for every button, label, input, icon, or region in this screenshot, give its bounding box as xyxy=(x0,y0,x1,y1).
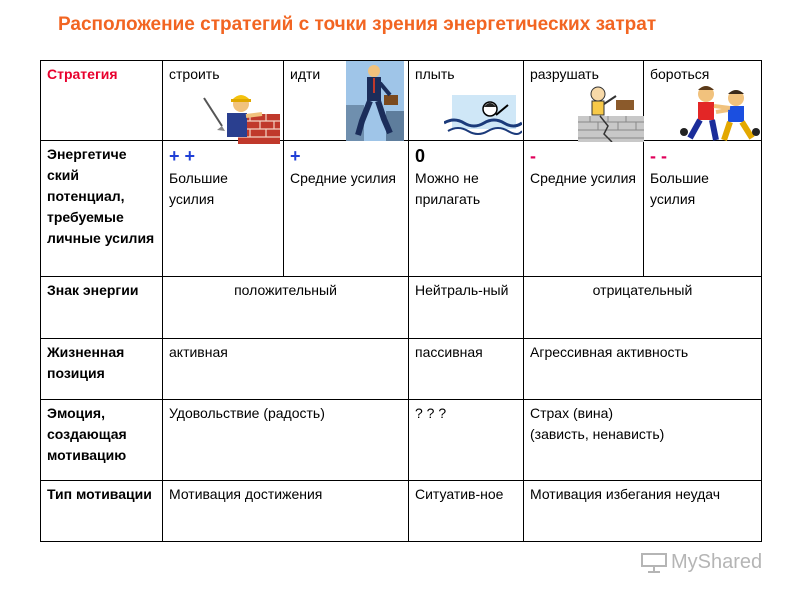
energy-fight-sign: - - xyxy=(650,146,667,166)
motivation-achievement: Мотивация достижения xyxy=(163,481,409,542)
energy-fight-text: Большие усилия xyxy=(650,170,709,207)
energy-destroy-text: Средние усилия xyxy=(530,170,637,186)
header-build: строить xyxy=(163,61,284,141)
watermark-text: MyShared xyxy=(671,551,763,573)
energy-fight-cell xyxy=(644,141,762,277)
strategy-table xyxy=(40,60,762,542)
energy-build-cell xyxy=(163,141,284,277)
position-row-label: Жизненная позиция xyxy=(41,339,163,400)
energy-walk-cell xyxy=(284,141,409,277)
position-row xyxy=(41,339,762,400)
energy-swim-cell xyxy=(409,141,524,277)
position-aggressive: Агрессивная активность xyxy=(524,339,762,400)
sign-neutral: Нейтраль-ный xyxy=(409,277,524,339)
emotion-envy: (зависть, ненависть) xyxy=(530,426,665,442)
sign-negative: отрицательный xyxy=(524,277,762,339)
emotion-fear-cell xyxy=(524,400,762,481)
motivation-situational: Ситуатив-ное xyxy=(409,481,524,542)
energy-build-text: Большие усилия xyxy=(169,170,228,207)
energy-walk-text: Средние усилия xyxy=(290,170,397,186)
emotion-row-label: Эмоция, создающая мотивацию xyxy=(41,400,163,481)
header-fight: бороться xyxy=(644,61,762,141)
emotion-pleasure: Удовольствие (радость) xyxy=(163,400,409,481)
energy-destroy-sign: - xyxy=(530,146,536,166)
header-walk: идти xyxy=(284,61,409,141)
watermark xyxy=(640,551,762,574)
page-title: Расположение стратегий с точки зрения энергетических затрат xyxy=(58,14,657,35)
header-swim: плыть xyxy=(409,61,524,141)
energy-swim-sign: 0 xyxy=(415,146,426,166)
energy-swim-text: Можно не прилагать xyxy=(415,170,481,207)
sign-row-label: Знак энергии xyxy=(41,277,163,339)
motivation-row xyxy=(41,481,762,542)
sign-row xyxy=(41,277,762,339)
emotion-fear: Страх (вина) xyxy=(530,405,614,421)
sign-positive: положительный xyxy=(163,277,409,339)
energy-row xyxy=(41,141,762,277)
emotion-row xyxy=(41,400,762,481)
motivation-avoidance: Мотивация избегания неудач xyxy=(524,481,762,542)
energy-row-label: Энергетиче ский потенциал, требуемые личные усилия xyxy=(41,141,163,277)
motivation-row-label: Тип мотивации xyxy=(41,481,163,542)
header-strategy: Стратегия xyxy=(41,61,163,141)
presentation-board-icon xyxy=(640,552,668,574)
header-row xyxy=(41,61,762,141)
energy-destroy-cell xyxy=(524,141,644,277)
energy-walk-sign: + xyxy=(290,146,301,166)
energy-build-sign: + + xyxy=(169,146,196,166)
position-passive: пассивная xyxy=(409,339,524,400)
header-destroy: разрушать xyxy=(524,61,644,141)
position-active: активная xyxy=(163,339,409,400)
emotion-unknown: ? ? ? xyxy=(409,400,524,481)
